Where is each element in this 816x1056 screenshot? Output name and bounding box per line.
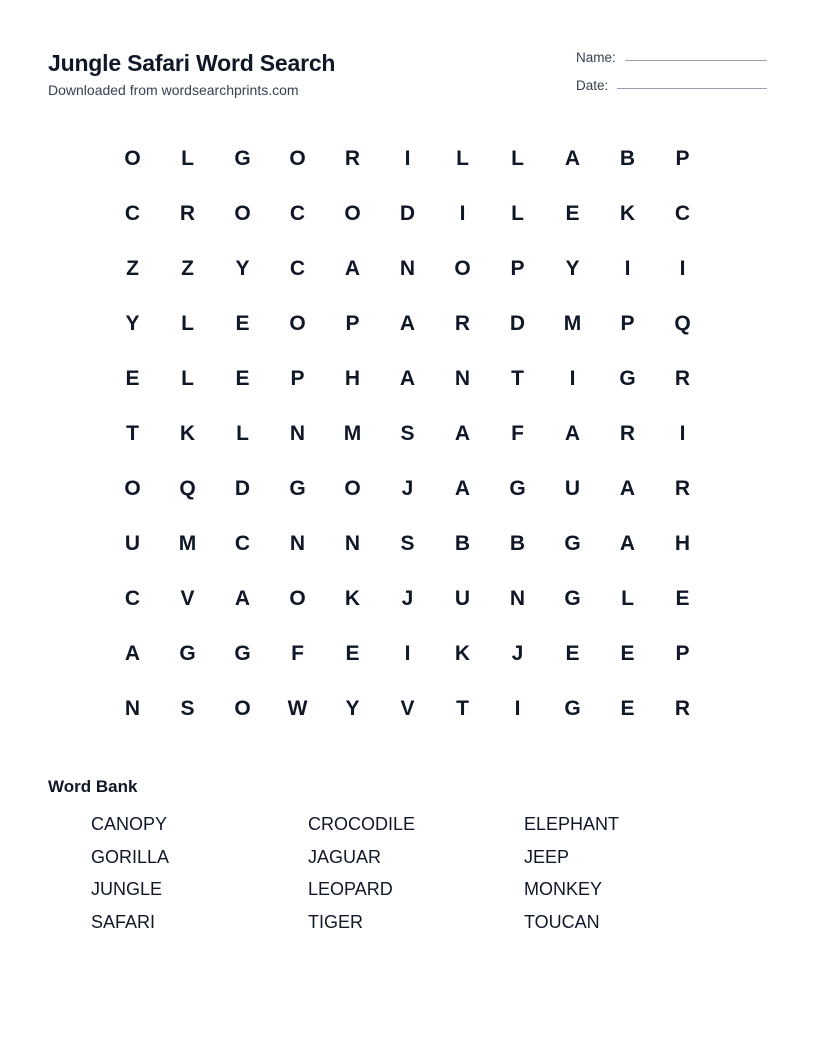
grid-cell[interactable]: N	[399, 256, 416, 280]
grid-cell[interactable]: I	[404, 641, 411, 665]
grid-cell[interactable]: N	[454, 366, 471, 390]
grid-cell[interactable]: C	[124, 201, 141, 225]
grid-cell[interactable]: U	[454, 586, 471, 610]
grid-cell[interactable]: I	[679, 421, 686, 445]
grid-cell[interactable]: V	[180, 586, 195, 610]
grid-cell[interactable]: C	[289, 256, 306, 280]
grid-cell[interactable]: Q	[179, 476, 196, 500]
grid-cell[interactable]: A	[619, 476, 636, 500]
grid-cell[interactable]: J	[511, 641, 524, 665]
grid-row	[105, 461, 710, 516]
grid-cell[interactable]: Y	[345, 696, 360, 720]
grid-row	[105, 296, 710, 351]
grid-cell[interactable]: Z	[181, 256, 194, 280]
grid-cell[interactable]: A	[344, 256, 361, 280]
grid-cell[interactable]: K	[179, 421, 196, 445]
grid-cell[interactable]: R	[674, 696, 691, 720]
word-bank-title: Word Bank	[48, 777, 138, 796]
grid-cell[interactable]: B	[509, 531, 526, 555]
grid-cell[interactable]: H	[674, 531, 691, 555]
date-label: Date:	[576, 78, 609, 93]
grid-cell[interactable]: Y	[235, 256, 250, 280]
grid-cell[interactable]: Y	[565, 256, 580, 280]
grid-cell[interactable]: R	[674, 476, 691, 500]
grid-cell[interactable]: P	[675, 146, 690, 170]
grid-cell[interactable]: L	[181, 311, 194, 335]
grid-cell[interactable]: W	[287, 696, 308, 720]
worksheet-title: Jungle Safari Word Search	[48, 50, 336, 76]
grid-cell[interactable]: D	[399, 201, 416, 225]
word-bank-item: ELEPHANT	[524, 814, 620, 834]
grid-cell[interactable]: G	[234, 146, 251, 170]
word-bank-item: MONKEY	[524, 879, 603, 899]
grid-cell[interactable]: R	[344, 146, 361, 170]
word-bank-item: SAFARI	[91, 911, 156, 932]
grid-cell[interactable]: D	[234, 476, 251, 500]
date-field[interactable]	[576, 78, 767, 93]
grid-cell[interactable]: M	[343, 421, 362, 445]
grid-cell[interactable]: L	[181, 146, 194, 170]
grid-cell[interactable]: N	[509, 586, 526, 610]
grid-cell[interactable]: N	[344, 531, 361, 555]
grid-cell[interactable]: E	[565, 201, 580, 225]
grid-cell[interactable]: S	[400, 421, 415, 445]
word-bank-item: GORILLA	[91, 846, 170, 867]
word-bank-item: CANOPY	[91, 814, 168, 834]
source-subtitle: Downloaded from wordsearchprints.com	[48, 82, 299, 98]
grid-cell[interactable]: R	[674, 366, 691, 390]
grid-cell[interactable]: G	[509, 476, 526, 500]
grid-cell[interactable]: C	[289, 201, 306, 225]
word-bank-item: JUNGLE	[91, 879, 163, 899]
grid-cell[interactable]: I	[459, 201, 466, 225]
grid-cell[interactable]: U	[564, 476, 581, 500]
grid-cell[interactable]: F	[291, 641, 304, 665]
grid-cell[interactable]: G	[564, 586, 581, 610]
grid-cell[interactable]: A	[564, 146, 581, 170]
grid-cell[interactable]: E	[125, 366, 140, 390]
letter-grid	[105, 131, 710, 736]
grid-cell[interactable]: G	[289, 476, 306, 500]
grid-row	[105, 571, 710, 626]
grid-cell[interactable]: A	[399, 311, 416, 335]
grid-cell[interactable]: A	[564, 421, 581, 445]
grid-cell[interactable]: E	[620, 696, 635, 720]
grid-cell[interactable]: E	[345, 641, 360, 665]
grid-cell[interactable]: P	[345, 311, 360, 335]
grid-cell[interactable]: L	[511, 201, 524, 225]
grid-row	[105, 406, 710, 461]
grid-cell[interactable]: M	[563, 311, 582, 335]
grid-cell[interactable]: O	[454, 256, 471, 280]
grid-cell[interactable]: O	[289, 586, 306, 610]
grid-cell[interactable]: O	[289, 311, 306, 335]
grid-cell[interactable]: N	[289, 531, 306, 555]
word-bank-item: LEOPARD	[308, 879, 393, 899]
word-bank-item: CROCODILE	[308, 814, 416, 834]
grid-cell[interactable]: A	[399, 366, 416, 390]
grid-cell[interactable]: L	[456, 146, 469, 170]
grid-cell[interactable]: E	[620, 641, 635, 665]
grid-cell[interactable]: T	[456, 696, 469, 720]
grid-cell[interactable]: P	[290, 366, 305, 390]
grid-cell[interactable]: O	[234, 696, 251, 720]
grid-row	[105, 681, 710, 736]
grid-cell[interactable]: R	[454, 311, 471, 335]
date-line[interactable]	[617, 87, 767, 89]
grid-cell[interactable]: G	[564, 696, 581, 720]
name-label: Name:	[576, 50, 616, 65]
grid-cell[interactable]: Q	[674, 311, 691, 335]
grid-cell[interactable]: I	[404, 146, 411, 170]
grid-cell[interactable]: J	[401, 476, 414, 500]
grid-cell[interactable]: N	[124, 696, 141, 720]
grid-cell[interactable]: A	[454, 476, 471, 500]
grid-cell[interactable]: G	[234, 641, 251, 665]
grid-cell[interactable]: L	[236, 421, 249, 445]
word-bank-item: TOUCAN	[524, 911, 600, 932]
grid-cell[interactable]: T	[126, 421, 139, 445]
grid-cell[interactable]: A	[124, 641, 141, 665]
grid-cell[interactable]: P	[510, 256, 525, 280]
name-line[interactable]	[625, 59, 767, 61]
grid-cell[interactable]: G	[619, 366, 636, 390]
grid-cell[interactable]: O	[344, 476, 361, 500]
grid-cell[interactable]: K	[454, 641, 471, 665]
grid-cell[interactable]: O	[124, 146, 141, 170]
grid-cell[interactable]: Z	[126, 256, 139, 280]
grid-cell[interactable]: L	[181, 366, 194, 390]
grid-cell[interactable]: C	[674, 201, 691, 225]
grid-cell[interactable]: C	[234, 531, 251, 555]
grid-cell[interactable]: I	[514, 696, 521, 720]
grid-cell[interactable]: V	[400, 696, 415, 720]
grid-cell[interactable]: E	[235, 311, 250, 335]
grid-cell[interactable]: L	[511, 146, 524, 170]
grid-cell[interactable]: A	[454, 421, 471, 445]
grid-cell[interactable]: E	[675, 586, 690, 610]
grid-cell[interactable]: B	[619, 146, 636, 170]
name-field[interactable]	[576, 50, 767, 65]
grid-cell[interactable]: O	[234, 201, 251, 225]
grid-cell[interactable]: D	[509, 311, 526, 335]
grid-row	[105, 626, 710, 681]
grid-cell[interactable]: U	[124, 531, 141, 555]
grid-cell[interactable]: H	[344, 366, 361, 390]
grid-cell[interactable]: M	[178, 531, 197, 555]
grid-cell[interactable]: G	[179, 641, 196, 665]
grid-cell[interactable]: B	[454, 531, 471, 555]
grid-cell[interactable]: K	[619, 201, 636, 225]
grid-cell[interactable]: K	[344, 586, 361, 610]
word-bank-item: JEEP	[524, 846, 570, 867]
grid-cell[interactable]: S	[180, 696, 195, 720]
grid-row	[105, 516, 710, 571]
grid-cell[interactable]: A	[619, 531, 636, 555]
grid-cell[interactable]: O	[289, 146, 306, 170]
grid-cell[interactable]: O	[124, 476, 141, 500]
grid-cell[interactable]: T	[511, 366, 524, 390]
grid-row	[105, 241, 710, 296]
grid-cell[interactable]: P	[620, 311, 635, 335]
grid-row	[105, 186, 710, 241]
grid-cell[interactable]: I	[624, 256, 631, 280]
grid-cell[interactable]: N	[289, 421, 306, 445]
grid-cell[interactable]: C	[124, 586, 141, 610]
word-bank-list	[91, 812, 741, 942]
grid-cell[interactable]: E	[565, 641, 580, 665]
word-bank-item: JAGUAR	[308, 846, 382, 867]
grid-cell[interactable]: E	[235, 366, 250, 390]
grid-cell[interactable]: F	[511, 421, 524, 445]
grid-cell[interactable]: L	[621, 586, 634, 610]
grid-cell[interactable]: J	[401, 586, 414, 610]
word-bank-item: TIGER	[308, 911, 364, 932]
grid-cell[interactable]: S	[400, 531, 415, 555]
grid-row	[105, 351, 710, 406]
grid-cell[interactable]: R	[619, 421, 636, 445]
grid-cell[interactable]: G	[564, 531, 581, 555]
grid-cell[interactable]: O	[344, 201, 361, 225]
grid-cell[interactable]: R	[179, 201, 196, 225]
grid-cell[interactable]: A	[234, 586, 251, 610]
grid-cell[interactable]: P	[675, 641, 690, 665]
grid-row	[105, 131, 710, 186]
grid-cell[interactable]: Y	[125, 311, 140, 335]
grid-cell[interactable]: I	[679, 256, 686, 280]
grid-cell[interactable]: I	[569, 366, 576, 390]
